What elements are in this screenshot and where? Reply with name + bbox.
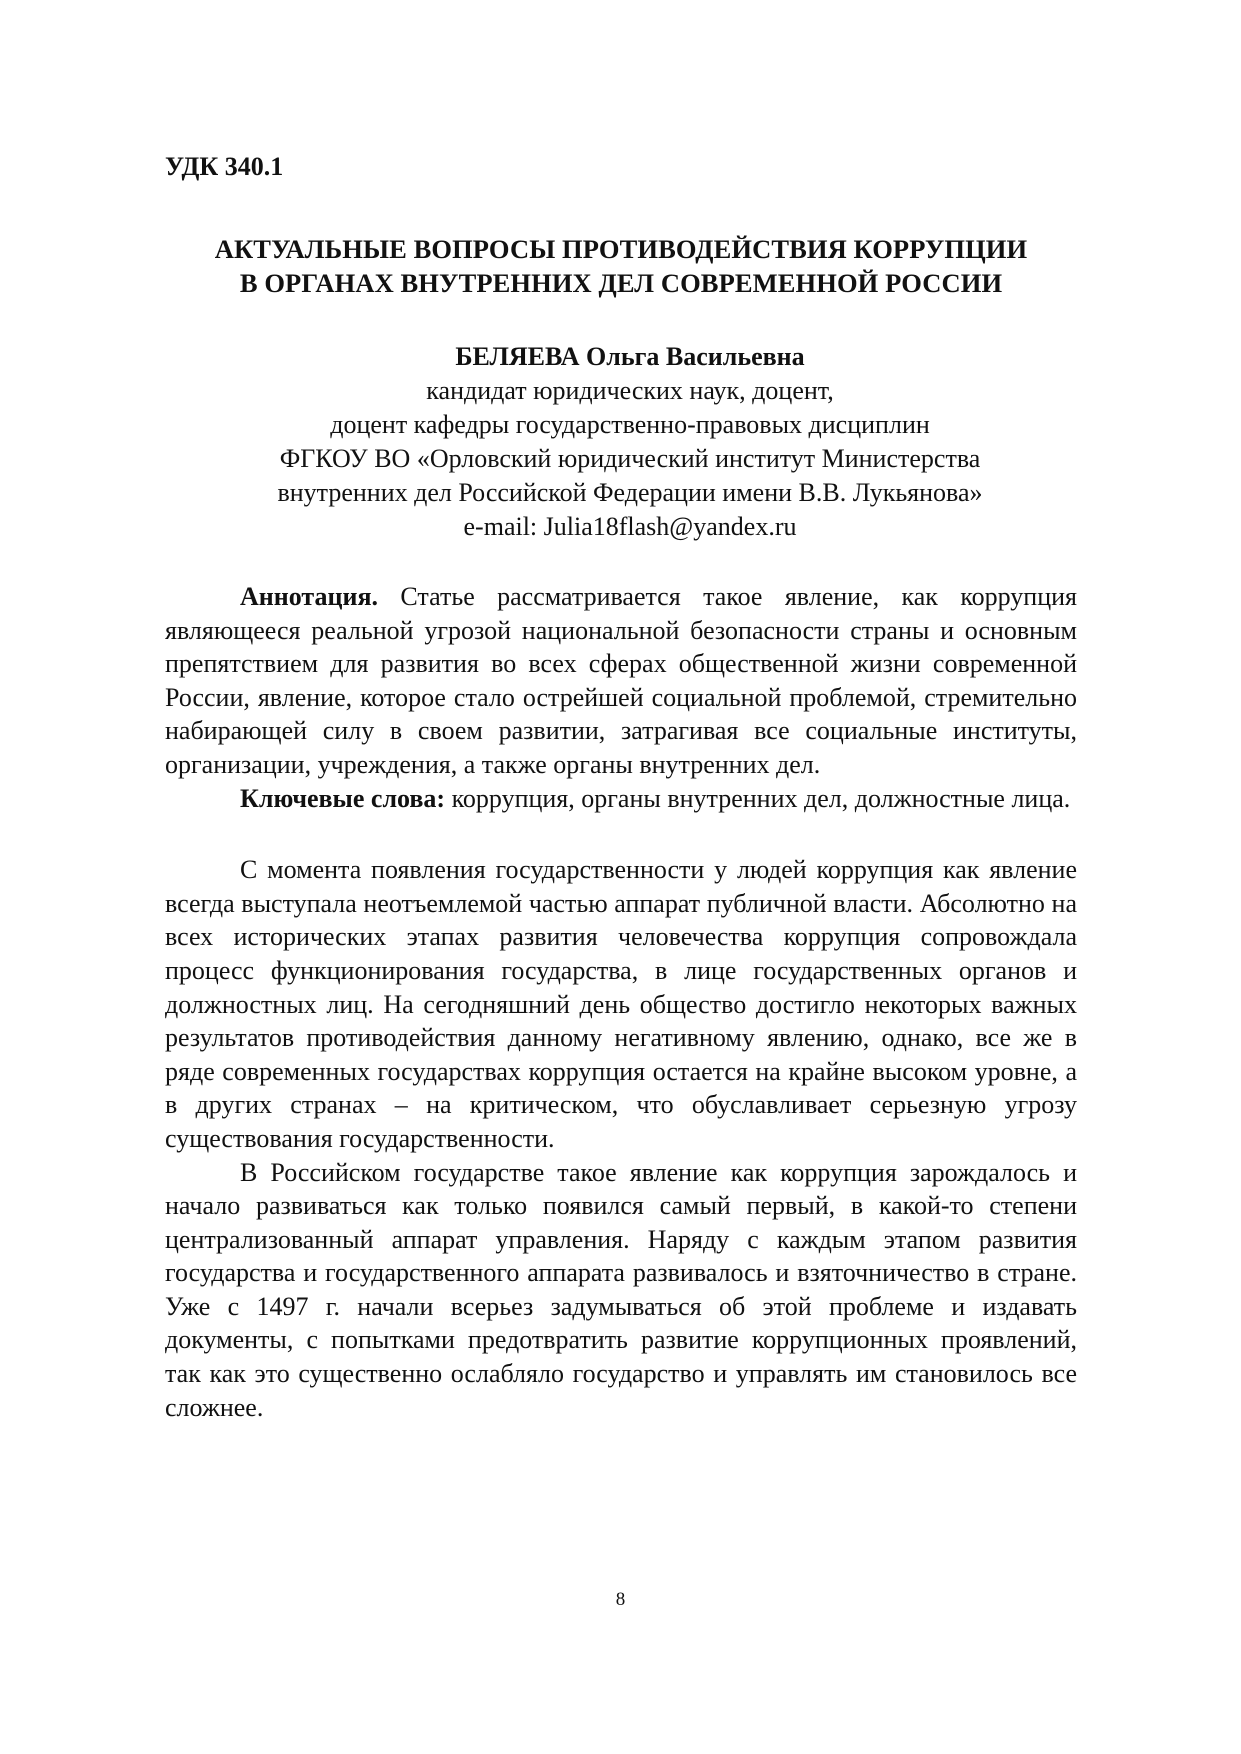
author-degree: кандидат юридических наук, доцент, [426,376,834,405]
keywords-text: коррупция, органы внутренних дел, должностные лица. [451,783,1071,813]
article-content [165,150,1077,1424]
page-number: 8 [615,1589,626,1610]
title-line-2: В ОРГАНАХ ВНУТРЕННИХ ДЕЛ СОВРЕМЕННОЙ РОССИИ [239,268,1003,298]
author-email: e-mail: Julia18flash@yandex.ru [463,512,797,541]
udk-code: УДК 340.1 [165,152,284,181]
abstract-text: Статье рассматривается такое явление, как коррупция являющееся реальной угрозой национальной безопасности страны и основным препятствием для развития во всех сферах общественной жизни современной России, явление, которое стало острейшей социальной проблемой, стремительно набирающей силу в своем развитии, затрагивая все социальные институты, организации, учреждения, а также органы внутренних дел. [165,582,1077,779]
keywords-paragraph [165,782,1077,816]
keywords-label: Ключевые слова: [240,783,446,813]
author-position: доцент кафедры государственно-правовых дисциплин [330,410,930,439]
author-block [183,340,1077,544]
author-name: БЕЛЯЕВА Ольга Васильевна [455,342,805,371]
abstract-paragraph [165,580,1077,782]
body-paragraph-1: С момента появления государственности у людей коррупция как явление всегда выступала неотъемлемой частью аппарат публичной власти. Абсолютно на всех исторических этапах развития человечества коррупция сопровождала процесс функционирования государства, в лице государственных органов и должностных лиц. На сегодняшний день общество достигло некоторых важных результатов противодействия данному негативному явлению, однако, все же в ряде современных государствах коррупция остается на крайне высоком уровне, а в других странах – на критическом, что обуславливает серьезную угрозу существования государственности. [165,855,1077,1153]
body-paragraph-2: В Российском государстве такое явление как коррупция зарождалось и начало развиваться как только появился самый первый, в какой-то степени централизованный аппарат управления. Наряду с каждым этапом развития государства и государственного аппарата развивалось и взяточничество в стране. Уже с 1497 г. начали всерьез задумываться об этой проблеме и издавать документы, с попытками предотвратить развитие коррупционных проявлений, так как это существенно ослабляло государство и управлять им становилось все сложнее. [165,1157,1077,1422]
abstract-label: Аннотация. [240,582,379,611]
author-institution-line-2: внутренних дел Российской Федерации имени В.В. Лукьянова» [277,478,983,507]
article-title [165,232,1077,300]
author-institution-line-1: ФГКОУ ВО «Орловский юридический институт Министерства [279,444,981,473]
title-line-1: АКТУАЛЬНЫЕ ВОПРОСЫ ПРОТИВОДЕЙСТВИЯ КОРРУПЦИИ [214,234,1028,264]
